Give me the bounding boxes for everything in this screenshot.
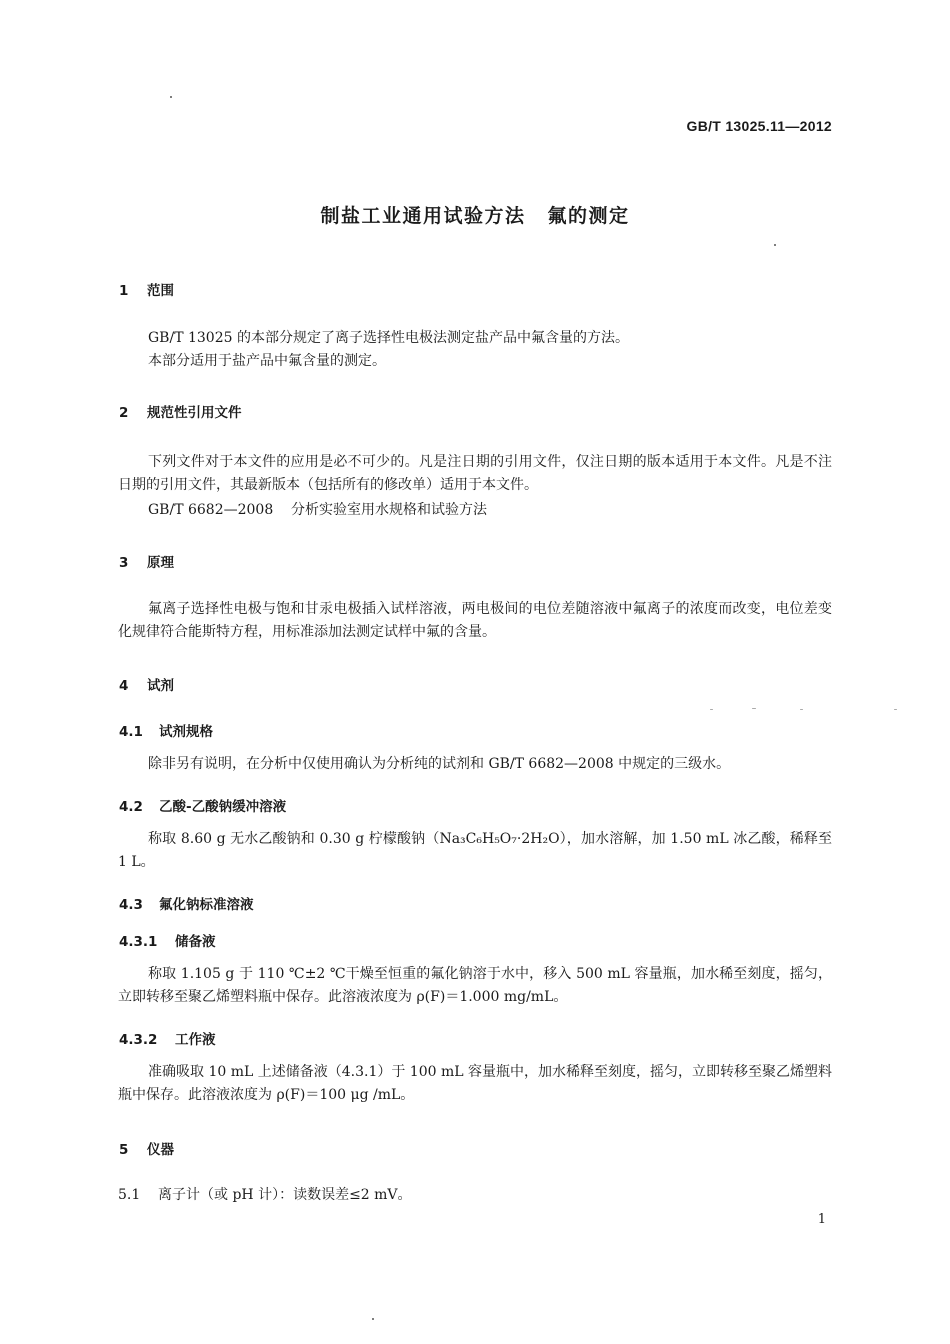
scan-speck <box>170 96 172 98</box>
scan-speck <box>774 244 776 246</box>
section-title: 范围 <box>147 283 174 299</box>
section-4-3-1-heading <box>119 930 216 950</box>
section-1-heading <box>119 279 174 299</box>
section-title: 仪器 <box>147 1142 174 1158</box>
section-number: 3 <box>119 555 129 571</box>
section-4-3-heading <box>119 893 254 913</box>
section-4-3-1-paragraph-1: 称取 1.105 g 于 110 ℃±2 ℃干燥至恒重的氟化钠溶于水中，移入 500 mL 容量瓶，加水稀至刻度，摇匀，立即转移至聚乙烯塑料瓶中保存。此溶液浓度为 ρ(F)＝1.000 mg/mL。 <box>118 966 832 1005</box>
page-title <box>0 201 950 228</box>
section-4-1-paragraph-1: 除非另有说明，在分析中仅使用确认为分析纯的试剂和 GB/T 6682—2008 中规定的三级水。 <box>148 756 731 772</box>
section-title: 储备液 <box>175 934 216 950</box>
section-number: 4 <box>119 678 129 694</box>
section-3-heading <box>119 551 174 571</box>
scan-speck <box>710 709 713 710</box>
section-title: 规范性引用文件 <box>147 405 242 421</box>
reference-code: GB/T 6682—2008 <box>148 502 274 518</box>
section-number: 2 <box>119 405 129 421</box>
standard-number: GB/T 13025.11—2012 <box>686 118 832 134</box>
page-number: 1 <box>817 1212 826 1227</box>
section-4-heading <box>119 674 174 694</box>
section-3-paragraph-1: 氟离子选择性电极与饱和甘汞电极插入试样溶液，两电极间的电位差随溶液中氟离子的浓度而改变，电位差变化规律符合能斯特方程，用标准添加法测定试样中氟的含量。 <box>118 601 832 640</box>
section-4-3-2-heading <box>119 1028 216 1048</box>
section-5-heading <box>119 1138 174 1158</box>
section-4-1-heading <box>119 720 213 740</box>
section-2-paragraph-1: 下列文件对于本文件的应用是必不可少的。凡是注日期的引用文件，仅注日期的版本适用于本文件。凡是不注日期的引用文件，其最新版本（包括所有的修改单）适用于本文件。 <box>118 454 832 493</box>
section-5-1-item <box>118 1184 412 1207</box>
section-1-paragraph-2: 本部分适用于盐产品中氟含量的测定。 <box>148 353 386 369</box>
section-number: 4.3.1 <box>119 934 158 950</box>
section-number: 4.3 <box>119 897 143 913</box>
section-1-paragraph-1: GB/T 13025 的本部分规定了离子选择性电极法测定盐产品中氟含量的方法。 <box>148 330 629 346</box>
section-number: 4.1 <box>119 724 143 740</box>
section-number: 5.1 <box>118 1187 141 1203</box>
section-title: 试剂规格 <box>159 724 213 740</box>
section-title: 氟化钠标准溶液 <box>159 897 254 913</box>
scan-speck <box>752 708 756 709</box>
section-title: 原理 <box>147 555 174 571</box>
scan-speck <box>372 1318 374 1320</box>
section-number: 4.3.2 <box>119 1032 158 1048</box>
section-title: 工作液 <box>175 1032 216 1048</box>
title-main: 制盐工业通用试验方法 <box>320 205 526 227</box>
section-title: 试剂 <box>147 678 174 694</box>
section-4-3-2-paragraph-1: 准确吸取 10 mL 上述储备液（4.3.1）于 100 mL 容量瓶中，加水稀释至刻度，摇匀，立即转移至聚乙烯塑料瓶中保存。此溶液浓度为 ρ(F)＝100 μg /mL。 <box>118 1064 833 1103</box>
title-sub: 氟的测定 <box>547 205 630 227</box>
section-number: 1 <box>119 283 129 299</box>
section-number: 5 <box>119 1142 129 1158</box>
normative-reference <box>148 499 487 522</box>
section-2-heading <box>119 401 242 421</box>
section-number: 4.2 <box>119 799 143 815</box>
section-4-2-heading <box>119 795 286 815</box>
item-text: 离子计（或 pH 计）：读数误差≤2 mV。 <box>158 1187 412 1203</box>
section-title: 乙酸-乙酸钠缓冲溶液 <box>159 799 287 815</box>
reference-title: 分析实验室用水规格和试验方法 <box>291 502 488 518</box>
scan-speck <box>894 709 897 710</box>
section-4-2-paragraph-1: 称取 8.60 g 无水乙酸钠和 0.30 g 柠檬酸钠（Na₃C₆H₅O₇·2H₂O），加水溶解，加 1.50 mL 冰乙酸，稀释至 1 L。 <box>118 831 832 870</box>
scan-speck <box>800 709 803 710</box>
